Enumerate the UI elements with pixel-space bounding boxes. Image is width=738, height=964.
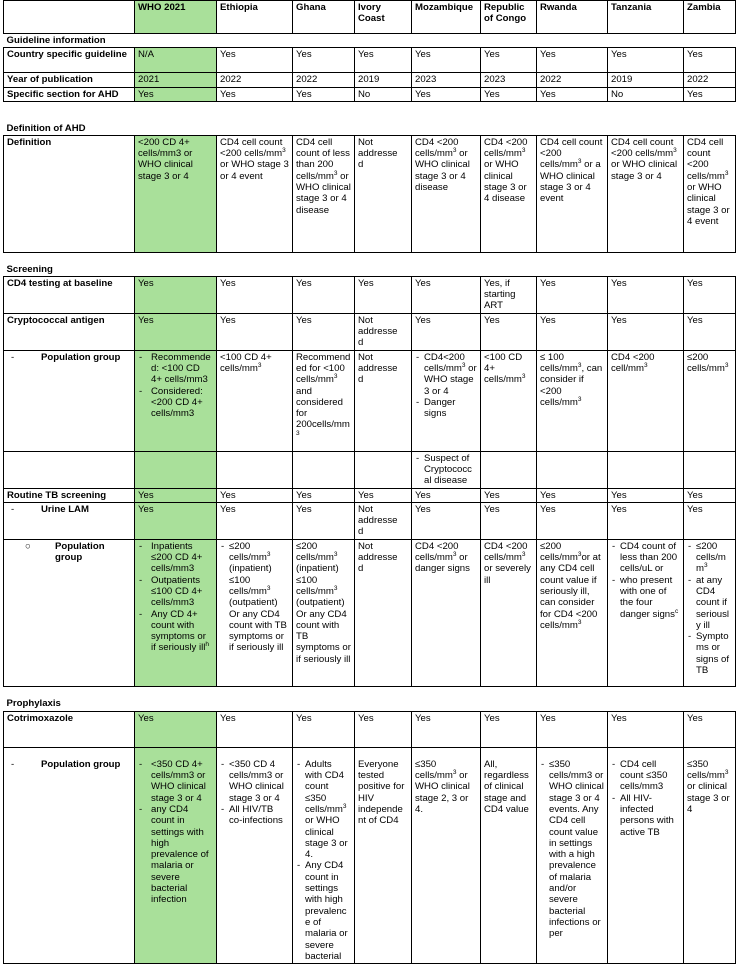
col-ivory-coast: Ivory Coast: [355, 1, 412, 34]
cell: N/A: [135, 48, 217, 73]
cell: [293, 747, 355, 963]
cell: ≤200 cells/$mm^3$ (inpatient) ≤100 cells/$mm^3$ (outpatient) Or any CD4 count with TB symptoms or if seriously ill: [293, 539, 355, 686]
table-row: [4, 539, 736, 686]
cell: Yes: [217, 313, 293, 350]
cell: Yes: [537, 313, 608, 350]
cell: Yes: [293, 313, 355, 350]
cell: [412, 451, 481, 488]
section-guideline: Guideline information: [4, 34, 736, 48]
cell: Yes: [481, 711, 537, 747]
cell: CD4 <200 cells/$mm^3$ or danger signs: [412, 539, 481, 686]
section-ahd: Definition of AHD: [4, 101, 736, 135]
cell: Yes: [481, 313, 537, 350]
cell: Yes: [608, 488, 684, 502]
cell: [135, 350, 217, 451]
table-row: [4, 135, 736, 252]
list-item: - CD4 cell count ≤350 cells/mm3: [611, 759, 680, 793]
cell: Yes: [537, 502, 608, 539]
table-row: [4, 313, 736, 350]
cell: Yes: [412, 488, 481, 502]
cell: [355, 451, 412, 488]
list-item: - Any CD4 count in settings with high prevalence of malaria or severe bacterial: [296, 860, 351, 962]
cell: [608, 539, 684, 686]
cell: CD4 cell count of less than 200 cells/$mm^3$ or WHO clinical stage 3 or 4 disease: [293, 135, 355, 252]
row-label: Cotrimoxazole: [4, 711, 135, 747]
cell: 2022: [537, 73, 608, 87]
table-row: [4, 48, 736, 73]
cell: Yes: [135, 488, 217, 502]
cell: [217, 451, 293, 488]
list-item: - Considered: <200 CD 4+ cells/mm3: [138, 386, 213, 420]
row-label: Definition: [4, 135, 135, 252]
col-zambia: Zambia: [684, 1, 736, 34]
cell: CD4 cell count <200 cells/$mm^3$ or WHO clinical stage 3 or 4: [608, 135, 684, 252]
cell: CD4 cell count <200 cells/$mm^3$ or a WHO clinical stage 3 or 4 event: [537, 135, 608, 252]
list-item: - Outpatients ≤100 CD 4+ cells/mm3: [138, 575, 213, 609]
cell: Yes: [217, 48, 293, 73]
cell: Yes: [684, 87, 736, 101]
section-screening: Screening: [4, 252, 736, 276]
row-label: [4, 747, 135, 963]
table-row: [4, 73, 736, 87]
cell: [481, 451, 537, 488]
cell: Yes: [293, 87, 355, 101]
cell: [355, 747, 412, 963]
cell: Yes: [608, 313, 684, 350]
cell: Yes: [481, 87, 537, 101]
section-prophylaxis: Prophylaxis: [4, 686, 736, 711]
cell: Not addresse d: [355, 502, 412, 539]
cell: ≤200 cells/$mm^3or$ at any CD4 cell count value if seriously ill, can consider for CD4 <200 cells/$mm^3$: [537, 539, 608, 686]
cell: <200 CD 4+ cells/mm3 or WHO clinical stage 3 or 4: [135, 135, 217, 252]
cell: [293, 451, 355, 488]
header-row: [4, 1, 736, 34]
cell: Yes: [355, 48, 412, 73]
cell: Yes, if starting ART: [481, 276, 537, 313]
cell: [135, 747, 217, 963]
cell: [217, 539, 293, 686]
cell: Yes: [293, 48, 355, 73]
list-item: - CD4 count of less than 200 cells/uL or: [611, 541, 680, 575]
cell: [537, 747, 608, 963]
cell: CD4 <200 cells/$mm^3$ or WHO clinical stage 3 or 4 disease: [481, 135, 537, 252]
list-item: - All HIV/TB co-infections: [220, 804, 289, 827]
list-item: - <350 CD 4+ cells/mm3 or WHO clinical stage 3 or 4: [138, 759, 213, 804]
cell: [412, 747, 481, 963]
list-item: - ≤350 cells/mm3 or WHO clinical stage 3 or 4 events. Any CD4 cell count value in settings with a high prevalence of malaria and/or severe bacterial infections or per: [540, 759, 604, 940]
cell: <100 CD 4+ cells/$mm^3$: [217, 350, 293, 451]
row-label: Specific section for AHD: [4, 87, 135, 101]
footnote: h: [205, 641, 210, 649]
list-item: - any CD4 count in settings with high prevalence of malaria or severe bacterial infection: [138, 804, 213, 906]
cell: [684, 747, 736, 963]
dash: -: [11, 503, 15, 515]
cell: Yes: [481, 488, 537, 502]
cell: Not addresse d: [355, 539, 412, 686]
row-label: Year of publication: [4, 73, 135, 87]
cell: [537, 451, 608, 488]
cell: Yes: [481, 502, 537, 539]
cell: Yes: [135, 87, 217, 101]
cell: Yes: [608, 48, 684, 73]
cell: Yes: [412, 87, 481, 101]
cell: 2021: [135, 73, 217, 87]
cell: No: [608, 87, 684, 101]
cell: Yes: [217, 711, 293, 747]
cell: Yes: [135, 313, 217, 350]
table-row: [4, 451, 736, 488]
cell: 2023: [412, 73, 481, 87]
cell: [608, 747, 684, 963]
col-rwanda: Rwanda: [537, 1, 608, 34]
list-item: - CD4<200 cells/$mm^3$ or WHO stage 3 or 4: [415, 352, 477, 397]
cell: CD4 cell count <200 cells/$mm^3$ or WHO clinical stage 3 or 4 event: [684, 135, 736, 252]
cell: [684, 539, 736, 686]
cell: Yes: [293, 502, 355, 539]
list-item: - ≤200 cells/$mm^3$ (inpatient) ≤100 cells/$mm^3$ (outpatient) Or any CD4 count with TB symptoms or if seriously ill: [220, 541, 289, 654]
text: Any CD 4+ count with symptoms or if seriously ill: [151, 608, 206, 654]
footnote: c: [674, 607, 679, 615]
cell: Yes: [537, 87, 608, 101]
cell: Yes: [684, 711, 736, 747]
list-item: - All HIV-infected persons with active TB: [611, 793, 680, 838]
list-item: [611, 575, 680, 620]
cell: [135, 539, 217, 686]
cell: Yes: [217, 488, 293, 502]
text: All, regardless of clinical stage and CD4 value: [484, 758, 529, 815]
row-label: CD4 testing at baseline: [4, 276, 135, 313]
cell: Yes: [135, 711, 217, 747]
label: Urine LAM: [41, 503, 89, 515]
table-row: [4, 488, 736, 502]
table-row: [4, 502, 736, 539]
cell: [4, 451, 135, 488]
cell: 2022: [293, 73, 355, 87]
cell: [412, 350, 481, 451]
cell: Yes: [355, 711, 412, 747]
row-label: [4, 539, 135, 686]
cell: ≤ 100 cells/$mm^3$, can consider if <200 cells/$mm^3$: [537, 350, 608, 451]
row-label: [4, 350, 135, 451]
row-label: Cryptococcal antigen: [4, 313, 135, 350]
cell: Yes: [684, 488, 736, 502]
row-label: Country specific guideline: [4, 48, 135, 73]
list-item: - ≤200 cells/$mm^3$: [687, 541, 732, 575]
cell: Yes: [412, 502, 481, 539]
text: ≤350 cells/$mm^3$ or clinical stage 3 or 4: [687, 758, 730, 815]
cell: Yes: [412, 276, 481, 313]
corner-cell: [4, 1, 135, 34]
col-mozambique: Mozambique: [412, 1, 481, 34]
list-item: - Inpatients ≤200 CD 4+ cells/mm3: [138, 541, 213, 575]
cell: Yes: [135, 276, 217, 313]
cell: CD4 <200 cells/$mm^3$ or severely ill: [481, 539, 537, 686]
section-row: [4, 34, 736, 48]
label: Population group: [55, 540, 105, 564]
cell: Yes: [293, 276, 355, 313]
list-item: - <350 CD 4 cells/mm3 or WHO clinical stage 3 or 4: [220, 759, 289, 804]
cell: Yes: [684, 313, 736, 350]
cell: Not addresse d: [355, 313, 412, 350]
cell: Yes: [608, 276, 684, 313]
list-item: - Adults with CD4 count ≤350 cells/$mm^3$ or WHO clinical stage 3 or 4.: [296, 759, 351, 861]
cell: Yes: [412, 48, 481, 73]
cell: 2023: [481, 73, 537, 87]
cell: Yes: [217, 276, 293, 313]
cell: Yes: [684, 502, 736, 539]
cell: 2019: [608, 73, 684, 87]
dash: -: [11, 351, 15, 363]
table-row: [4, 711, 736, 747]
cell: CD4 <200 cells/$mm^3$ or WHO clinical stage 3 or 4 disease: [412, 135, 481, 252]
cell: Yes: [684, 276, 736, 313]
list-item: - Danger signs: [415, 397, 477, 420]
text: Everyone tested positive for HIV independent of CD4: [358, 758, 405, 827]
list-item: - at any CD4 count if seriously ill: [687, 575, 732, 631]
list-item: - Recommended: <100 CD 4+ cells/mm3: [138, 352, 213, 386]
cell: Yes: [293, 711, 355, 747]
list-item: - Symptoms or signs of TB: [687, 631, 732, 676]
row-label: [4, 502, 135, 539]
col-tanzania: Tanzania: [608, 1, 684, 34]
label: Population group: [41, 351, 121, 363]
table-row: [4, 87, 736, 101]
cell: Yes: [481, 48, 537, 73]
label: Population group: [41, 758, 121, 770]
dash: -: [11, 758, 15, 770]
section-row: [4, 101, 736, 135]
cell: Yes: [293, 488, 355, 502]
cell: Yes: [217, 87, 293, 101]
cell: No: [355, 87, 412, 101]
col-ethiopia: Ethiopia: [217, 1, 293, 34]
list-item: [138, 609, 213, 654]
col-who: WHO 2021: [135, 1, 217, 34]
cell: Recommended for <100 cells/$mm^3$ and considered for $200cells/mm^3$: [293, 350, 355, 451]
col-ghana: Ghana: [293, 1, 355, 34]
guideline-comparison-table: [3, 0, 736, 964]
cell: 2022: [217, 73, 293, 87]
table-row: [4, 276, 736, 313]
section-row: [4, 686, 736, 711]
cell: [684, 451, 736, 488]
cell: Yes: [684, 48, 736, 73]
bullet: ○: [25, 540, 31, 552]
cell: 2019: [355, 73, 412, 87]
cell: [135, 451, 217, 488]
cell: Not addresse d: [355, 135, 412, 252]
cell: Yes: [608, 502, 684, 539]
table-row: [4, 350, 736, 451]
cell: Yes: [608, 711, 684, 747]
cell: Yes: [217, 502, 293, 539]
cell: ≤200 cells/$mm^3$: [684, 350, 736, 451]
cell: Not addresse d: [355, 350, 412, 451]
cell: Yes: [355, 488, 412, 502]
cell: Yes: [355, 276, 412, 313]
cell: Yes: [412, 711, 481, 747]
cell: Yes: [537, 276, 608, 313]
cell: [608, 451, 684, 488]
cell: [217, 747, 293, 963]
cell: CD4 <200 cell/$mm^3$: [608, 350, 684, 451]
list-item: - Suspect of Cryptococcal disease: [415, 453, 477, 487]
text: ≤350 cells/$mm^3$ or WHO clinical stage 2, 3 or 4.: [415, 758, 470, 815]
cell: Yes: [412, 313, 481, 350]
cell: Yes: [537, 488, 608, 502]
cell: Yes: [537, 48, 608, 73]
row-label: Routine TB screening: [4, 488, 135, 502]
cell: 2022: [684, 73, 736, 87]
cell: Yes: [537, 711, 608, 747]
col-republic-of-congo: Republic of Congo: [481, 1, 537, 34]
cell: [481, 747, 537, 963]
cell: <100 CD 4+ cells/$mm^3$: [481, 350, 537, 451]
cell: Yes: [135, 502, 217, 539]
table-row: [4, 747, 736, 963]
section-row: [4, 252, 736, 276]
text: who present with one of the four danger signs: [620, 574, 675, 620]
cell: CD4 cell count <200 cells/$mm^3$ or WHO stage 3 or 4 event: [217, 135, 293, 252]
